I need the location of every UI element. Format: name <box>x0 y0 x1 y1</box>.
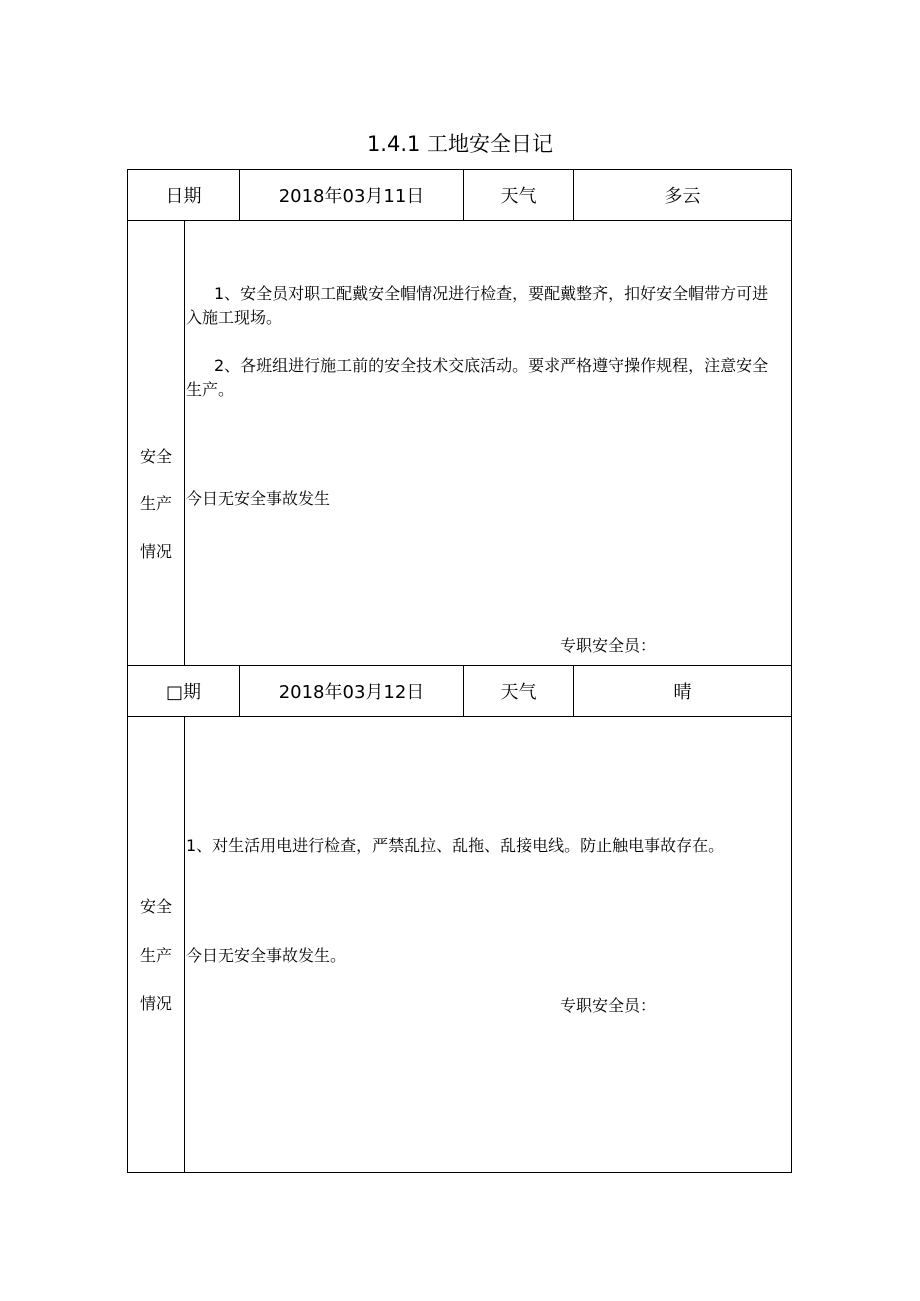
section-label <box>128 717 185 1172</box>
entry-1-header-row <box>127 169 792 221</box>
weather-value: 晴 <box>673 682 692 703</box>
section-label-line-3: 情况 <box>139 542 172 561</box>
officer-signature-label: 专职安全员： <box>560 636 657 655</box>
section-label <box>128 221 185 665</box>
weather-label: 天气 <box>464 666 574 716</box>
item-1: 1、对生活用电进行检查，严禁乱拉、乱拖、乱接电线。防止触电事故存在。 <box>186 836 725 855</box>
section-label-line-2: 生产 <box>139 946 172 965</box>
item-1: 1、安全员对职工配戴安全帽情况进行检查，要配戴整齐，扣好安全帽带方可进入施工现场。 <box>186 284 769 327</box>
summary: 今日无安全事故发生 <box>186 489 331 508</box>
entry-1-body-row <box>127 221 792 666</box>
summary: 今日无安全事故发生。 <box>186 946 347 965</box>
weather-value: 多云 <box>664 186 701 207</box>
date-value: 2018年03月11日 <box>240 170 464 220</box>
date-label: 日期 <box>128 170 240 220</box>
section-label-line-2: 生产 <box>139 494 172 513</box>
entry-2-body-row <box>127 717 792 1173</box>
section-label-line-1: 安全 <box>139 897 172 916</box>
safety-diary-table <box>127 169 792 1173</box>
page-title: 1.4.1 工地安全日记 <box>366 132 554 156</box>
officer-signature-label: 专职安全员： <box>560 996 657 1015</box>
weather-label: 天气 <box>464 170 574 220</box>
section-content <box>186 717 781 1172</box>
section-label-line-1: 安全 <box>139 447 172 466</box>
section-label-line-3: 情况 <box>139 994 172 1013</box>
section-content <box>186 221 781 665</box>
date-label: □期 <box>128 666 240 716</box>
entry-2-header-row <box>127 666 792 717</box>
item-2: 2、各班组进行施工前的安全技术交底活动。要求严格遵守操作规程，注意安全生产。 <box>186 356 769 399</box>
date-value: 2018年03月12日 <box>240 666 464 716</box>
